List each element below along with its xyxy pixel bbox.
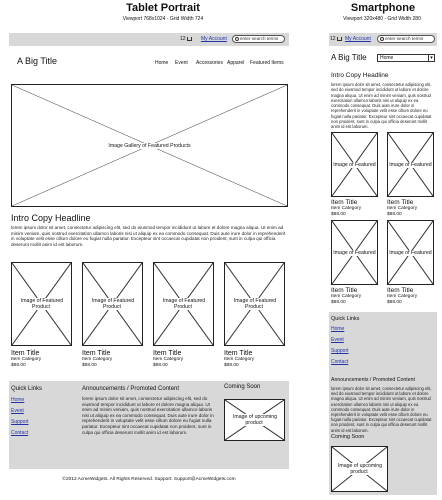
phone-site-title: A Big Title [331,53,367,62]
cart-count: 12 [330,36,336,42]
tablet-viewport-note: Viewport 768x1024 - Grid Width 724 [122,16,204,22]
search-placeholder: enter search terms [385,36,424,41]
nav-select-value: Home [380,55,394,61]
item-category: Item Category [331,206,362,211]
tablet-coming-soon-image[interactable] [224,399,285,441]
item-price: $88.00 [224,362,239,368]
phone-coming-soon-heading: Coming Soon [331,434,365,440]
tablet-quick-link-support[interactable]: Support [11,419,29,425]
product-caption: Image of Featured Product [91,298,135,310]
phone-cart[interactable] [330,36,342,42]
item-category: Item Category [82,357,113,362]
item-category: Item Category [11,357,42,362]
item-category: Item Category [224,357,255,362]
phone-quick-links-heading: Quick Links [331,316,360,322]
phone-announce-text: lorem ipsum dolor sit amet, consectetur adipiscing elit, sed do eiusmod tempor incididunt ut labore et dolore magna aliqua. Ut enim ad minim veniam, quis nostrud exercitation ullamco laboris nisi ut aliquip ex ea commodo consequat. Duis aute irure dolor in reprehenderit in voluptate velit esse cillum dolore eu fugiat nulla pariatur. Excepteur sint occaecat cupidatat non proident, sunt in culpa qui officia deserunt mollit anim id est laborum. [331,386,432,433]
item-title[interactable]: Item Title [331,199,358,206]
phone-quick-link-support[interactable]: Support [331,348,349,354]
cart-icon [337,37,342,41]
product-caption: Image of Featured [389,161,432,168]
phone-product-info-1 [331,199,361,217]
product-caption: Image of Featured [333,161,376,168]
tablet-site-title: A Big Title [17,56,58,66]
item-price: $88.00 [331,299,346,305]
item-price: $88.00 [387,299,402,305]
tablet-heading: Tablet Portrait [126,2,200,14]
tablet-nav-featured[interactable]: Featured Items [250,60,284,66]
product-caption: Image of Featured [333,249,376,256]
tablet-product-info-1 [11,350,41,368]
phone-search-input[interactable] [377,35,435,43]
hero-caption: Image Gallery of Featured Products [108,142,191,149]
tablet-nav-apparel[interactable]: Apparel [227,60,245,66]
phone-nav-select[interactable] [377,54,435,62]
item-price: $88.00 [331,211,346,217]
item-category: Item Category [331,294,362,299]
coming-soon-caption: Image of upcoming product [232,414,278,426]
item-price: $88.00 [153,362,168,368]
tablet-footer-text: ©2012 AcmeWidgets. All Rights Reserved. Support: Support@AcmeWidgets.com [62,477,236,482]
phone-coming-soon-image[interactable] [331,446,388,492]
tablet-search-input[interactable] [232,35,285,43]
phone-product-image-4[interactable] [387,220,434,285]
phone-heading: Smartphone [350,2,416,14]
phone-product-info-3 [331,287,361,305]
tablet-intro-text: lorem ipsum dolor sit amet, consectetur adipiscing elit, sed do eiusmod tempor incididunt ut labore et dolore magna aliqua. Ut enim ad minim veniam, quis nostrud exercitation ullamco laboris nisi ut aliquip ex ea commodo consequat. Duis aute irure dolor in reprehenderit in voluptate velit esse cillum dolore eu fugiat nulla pariatur. Excepteur sint occaecat cupidatat non proident, sunt in culpa qui officia deserunt mollit anim id est laborum. [11,225,286,247]
search-icon [235,37,239,41]
tablet-product-image-1[interactable] [11,262,72,346]
chevron-down-icon: ▾ [428,55,434,61]
item-category: Item Category [153,357,184,362]
coming-soon-caption: Image of upcoming product [337,463,383,475]
phone-product-image-1[interactable] [331,132,378,197]
item-title[interactable]: Item Title [387,199,414,206]
tablet-quick-links-heading: Quick Links [11,386,43,392]
cart-icon [187,37,192,41]
item-title[interactable]: Item Title [82,350,111,357]
item-price: $88.00 [11,362,26,368]
tablet-cart[interactable] [180,36,192,42]
tablet-quick-link-contact[interactable]: Contact [11,430,29,436]
tablet-nav-event[interactable]: Event [175,60,188,66]
item-title[interactable]: Item Title [331,287,358,294]
tablet-product-info-2 [82,350,112,368]
phone-product-info-4 [387,287,417,305]
item-title[interactable]: Item Title [224,350,253,357]
phone-quick-link-home[interactable]: Home [331,326,345,332]
tablet-product-info-3 [153,350,183,368]
search-icon [380,37,384,41]
search-placeholder: enter search terms [240,36,279,41]
tablet-quick-link-home[interactable]: Home [11,397,25,403]
phone-quick-link-contact[interactable]: Contact [331,359,349,365]
tablet-product-image-2[interactable] [82,262,143,346]
cart-count: 12 [180,36,186,42]
tablet-announce-heading: Announcements / Promoted Content [82,386,180,392]
tablet-product-image-4[interactable] [224,262,285,346]
product-caption: Image of Featured Product [233,298,277,310]
tablet-nav-home[interactable]: Home [155,60,169,66]
item-title[interactable]: Item Title [153,350,182,357]
tablet-hero-gallery[interactable] [11,84,288,207]
tablet-coming-soon-heading: Coming Soon [224,384,261,390]
item-category: Item Category [387,294,418,299]
tablet-account-link[interactable]: My Account [201,36,227,42]
phone-account-link[interactable]: My Account [345,36,371,42]
phone-quick-link-event[interactable]: Event [331,337,344,343]
phone-viewport-note: Viewport 320x480 - Grid Width 280 [343,16,421,22]
product-caption: Image of Featured Product [20,298,64,310]
tablet-product-image-3[interactable] [153,262,214,346]
item-title[interactable]: Item Title [11,350,40,357]
item-price: $88.00 [387,211,402,217]
phone-product-image-2[interactable] [387,132,434,197]
product-caption: Image of Featured [389,249,432,256]
product-caption: Image of Featured Product [162,298,206,310]
tablet-announce-text: lorem ipsum dolor sit amet, consectetur adipiscing elit, sed do eiusmod tempor incididunt ut labore et dolore magna aliqua. Ut enim ad minim veniam, quis nostrud exercitation ullamco laboris nisi ut aliquip ex ea commodo consequat. Duis aute irure dolor in reprehenderit in voluptate velit esse cillum dolore eu fugiat nulla pariatur. Excepteur sint occaecat cupidatat non proident, sunt in culpa qui officia deserunt mollit anim id est laborum. [82,396,214,435]
item-title[interactable]: Item Title [387,287,414,294]
tablet-nav-accessories[interactable]: Accessories [196,60,223,66]
phone-product-image-3[interactable] [331,220,378,285]
phone-intro-heading: Intro Copy Headline [331,72,389,79]
tablet-product-info-4 [224,350,254,368]
phone-product-info-2 [387,199,417,217]
tablet-quick-link-event[interactable]: Event [11,408,24,414]
item-price: $88.00 [82,362,97,368]
phone-announce-heading: Announcements / Promoted Content [331,377,415,383]
phone-intro-text: lorem ipsum dolor sit amet, consectetur adipiscing elit, sed do eiusmod tempor incididunt ut labore et dolore magna aliqua. Ut enim ad minim veniam, quis nostrud exercitation ullamco laboris nisi ut aliquip ex ea commodo consequat. Duis aute irure dolor in reprehenderit in voluptate velit esse cillum dolore eu fugiat nulla pariatur. Excepteur sint occaecat cupidatat non proident, sunt in culpa qui officia deserunt mollit anim id est laborum. [331,82,432,130]
tablet-intro-heading: Intro Copy Headline [11,213,91,223]
item-category: Item Category [387,206,418,211]
